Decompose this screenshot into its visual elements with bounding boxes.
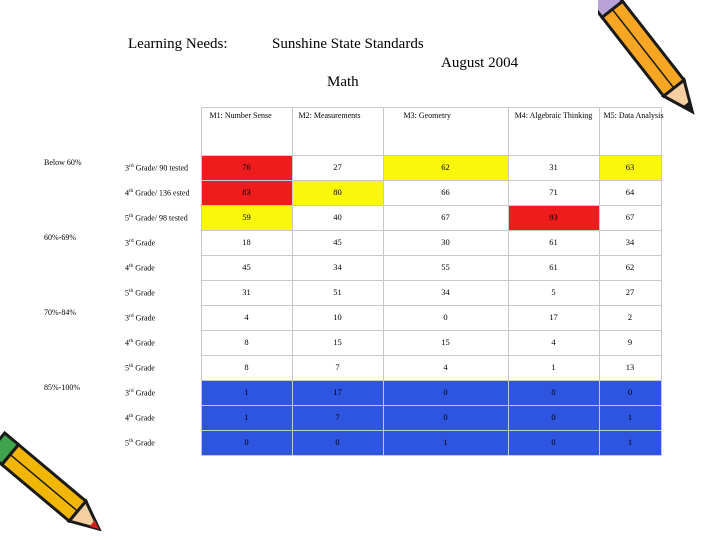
table-row (42, 255, 661, 280)
grade-label: 3rd Grade (125, 312, 156, 323)
value-cell: 93 (508, 205, 599, 230)
date-label: August 2004 (441, 55, 519, 71)
value-cell: 18 (201, 230, 292, 255)
column-header: M2: Measurements (292, 108, 383, 156)
value-cell: 13 (599, 355, 661, 380)
grade-label: 3rd Grade (125, 387, 156, 398)
grade-label: 5th Grade/ 98 tested (125, 212, 188, 223)
value-cell: 1 (508, 355, 599, 380)
grade-label: 3rd Grade (125, 237, 156, 248)
value-cell: 67 (383, 205, 508, 230)
learning-needs-label: Learning Needs: (128, 36, 228, 52)
value-cell: 59 (201, 205, 292, 230)
band-label: 60%-69% (44, 233, 76, 243)
value-cell: 0 (383, 380, 508, 405)
band-label (42, 180, 123, 205)
grade-label: 3rd Grade/ 90 tested (125, 162, 189, 173)
value-cell: 62 (383, 155, 508, 180)
corner-blank (42, 108, 123, 156)
value-cell: 4 (383, 355, 508, 380)
column-header: M5: Data Analysis (599, 108, 661, 156)
band-label (42, 405, 123, 430)
band-label (42, 280, 123, 305)
value-cell: 61 (508, 255, 599, 280)
value-cell: 4 (508, 330, 599, 355)
value-cell: 8 (201, 330, 292, 355)
value-cell: 0 (201, 430, 292, 455)
table-row (42, 405, 661, 430)
value-cell: 30 (383, 230, 508, 255)
value-cell: 76 (201, 155, 292, 180)
value-cell: 83 (201, 180, 292, 205)
value-cell: 7 (292, 355, 383, 380)
column-header: M4: Algebraic Thinking (508, 108, 599, 156)
value-cell: 0 (508, 380, 599, 405)
grade-label: 5th Grade (125, 287, 155, 298)
table-row (42, 355, 661, 380)
grade-label: 4th Grade/ 136 ested (125, 187, 190, 198)
subject-label: Math (327, 74, 359, 90)
table-row (42, 305, 661, 330)
band-label (42, 255, 123, 280)
grade-label: 4th Grade (125, 262, 155, 273)
pencil-bottom-left (0, 430, 110, 540)
grade-label: 4th Grade (125, 412, 155, 423)
value-cell: 10 (292, 305, 383, 330)
pencil-top-right (598, 0, 720, 120)
band-label (42, 330, 123, 355)
value-cell: 34 (383, 280, 508, 305)
value-cell: 8 (201, 355, 292, 380)
value-cell: 1 (599, 405, 661, 430)
table-row (42, 280, 661, 305)
value-cell: 62 (599, 255, 661, 280)
value-cell: 40 (292, 205, 383, 230)
value-cell: 4 (201, 305, 292, 330)
value-cell: 27 (292, 155, 383, 180)
value-cell: 55 (383, 255, 508, 280)
band-label: 85%-100% (44, 383, 80, 393)
value-cell: 34 (599, 230, 661, 255)
value-cell: 34 (292, 255, 383, 280)
value-cell: 0 (508, 430, 599, 455)
value-cell: 45 (201, 255, 292, 280)
value-cell: 67 (599, 205, 661, 230)
grade-label: 5th Grade (125, 362, 155, 373)
value-cell: 1 (599, 430, 661, 455)
grade-label: 4th Grade (125, 337, 155, 348)
table-row (42, 230, 661, 255)
value-cell: 80 (292, 180, 383, 205)
value-cell: 17 (508, 305, 599, 330)
grade-label: 5th Grade (125, 438, 155, 448)
band-label: 70%-84% (44, 308, 76, 318)
value-cell: 27 (599, 280, 661, 305)
value-cell: 7 (292, 405, 383, 430)
value-cell: 17 (292, 380, 383, 405)
table-row (42, 430, 661, 455)
column-header: M3: Geometry (383, 108, 508, 156)
table-row (42, 155, 661, 180)
table-row (42, 205, 661, 230)
value-cell: 71 (508, 180, 599, 205)
corner-blank (123, 108, 201, 156)
table-row (42, 330, 661, 355)
value-cell: 9 (599, 330, 661, 355)
column-header: M1: Number Sense (201, 108, 292, 156)
value-cell: 31 (508, 155, 599, 180)
value-cell: 15 (292, 330, 383, 355)
value-cell: 0 (599, 380, 661, 405)
value-cell: 0 (292, 430, 383, 455)
value-cell: 2 (599, 305, 661, 330)
table-row (42, 380, 661, 405)
results-table (42, 107, 662, 456)
value-cell: 45 (292, 230, 383, 255)
value-cell: 51 (292, 280, 383, 305)
table-row (42, 180, 661, 205)
value-cell: 31 (201, 280, 292, 305)
value-cell: 64 (599, 180, 661, 205)
value-cell: 63 (599, 155, 661, 180)
value-cell: 66 (383, 180, 508, 205)
value-cell: 5 (508, 280, 599, 305)
value-cell: 61 (508, 230, 599, 255)
value-cell: 0 (383, 305, 508, 330)
value-cell: 0 (508, 405, 599, 430)
page-title: Sunshine State Standards (272, 36, 424, 52)
band-label (42, 205, 123, 230)
value-cell: 1 (201, 380, 292, 405)
band-label: Below 60% (44, 158, 82, 168)
value-cell: 0 (383, 405, 508, 430)
value-cell: 1 (201, 405, 292, 430)
value-cell: 1 (383, 430, 508, 455)
band-label (42, 355, 123, 380)
value-cell: 15 (383, 330, 508, 355)
